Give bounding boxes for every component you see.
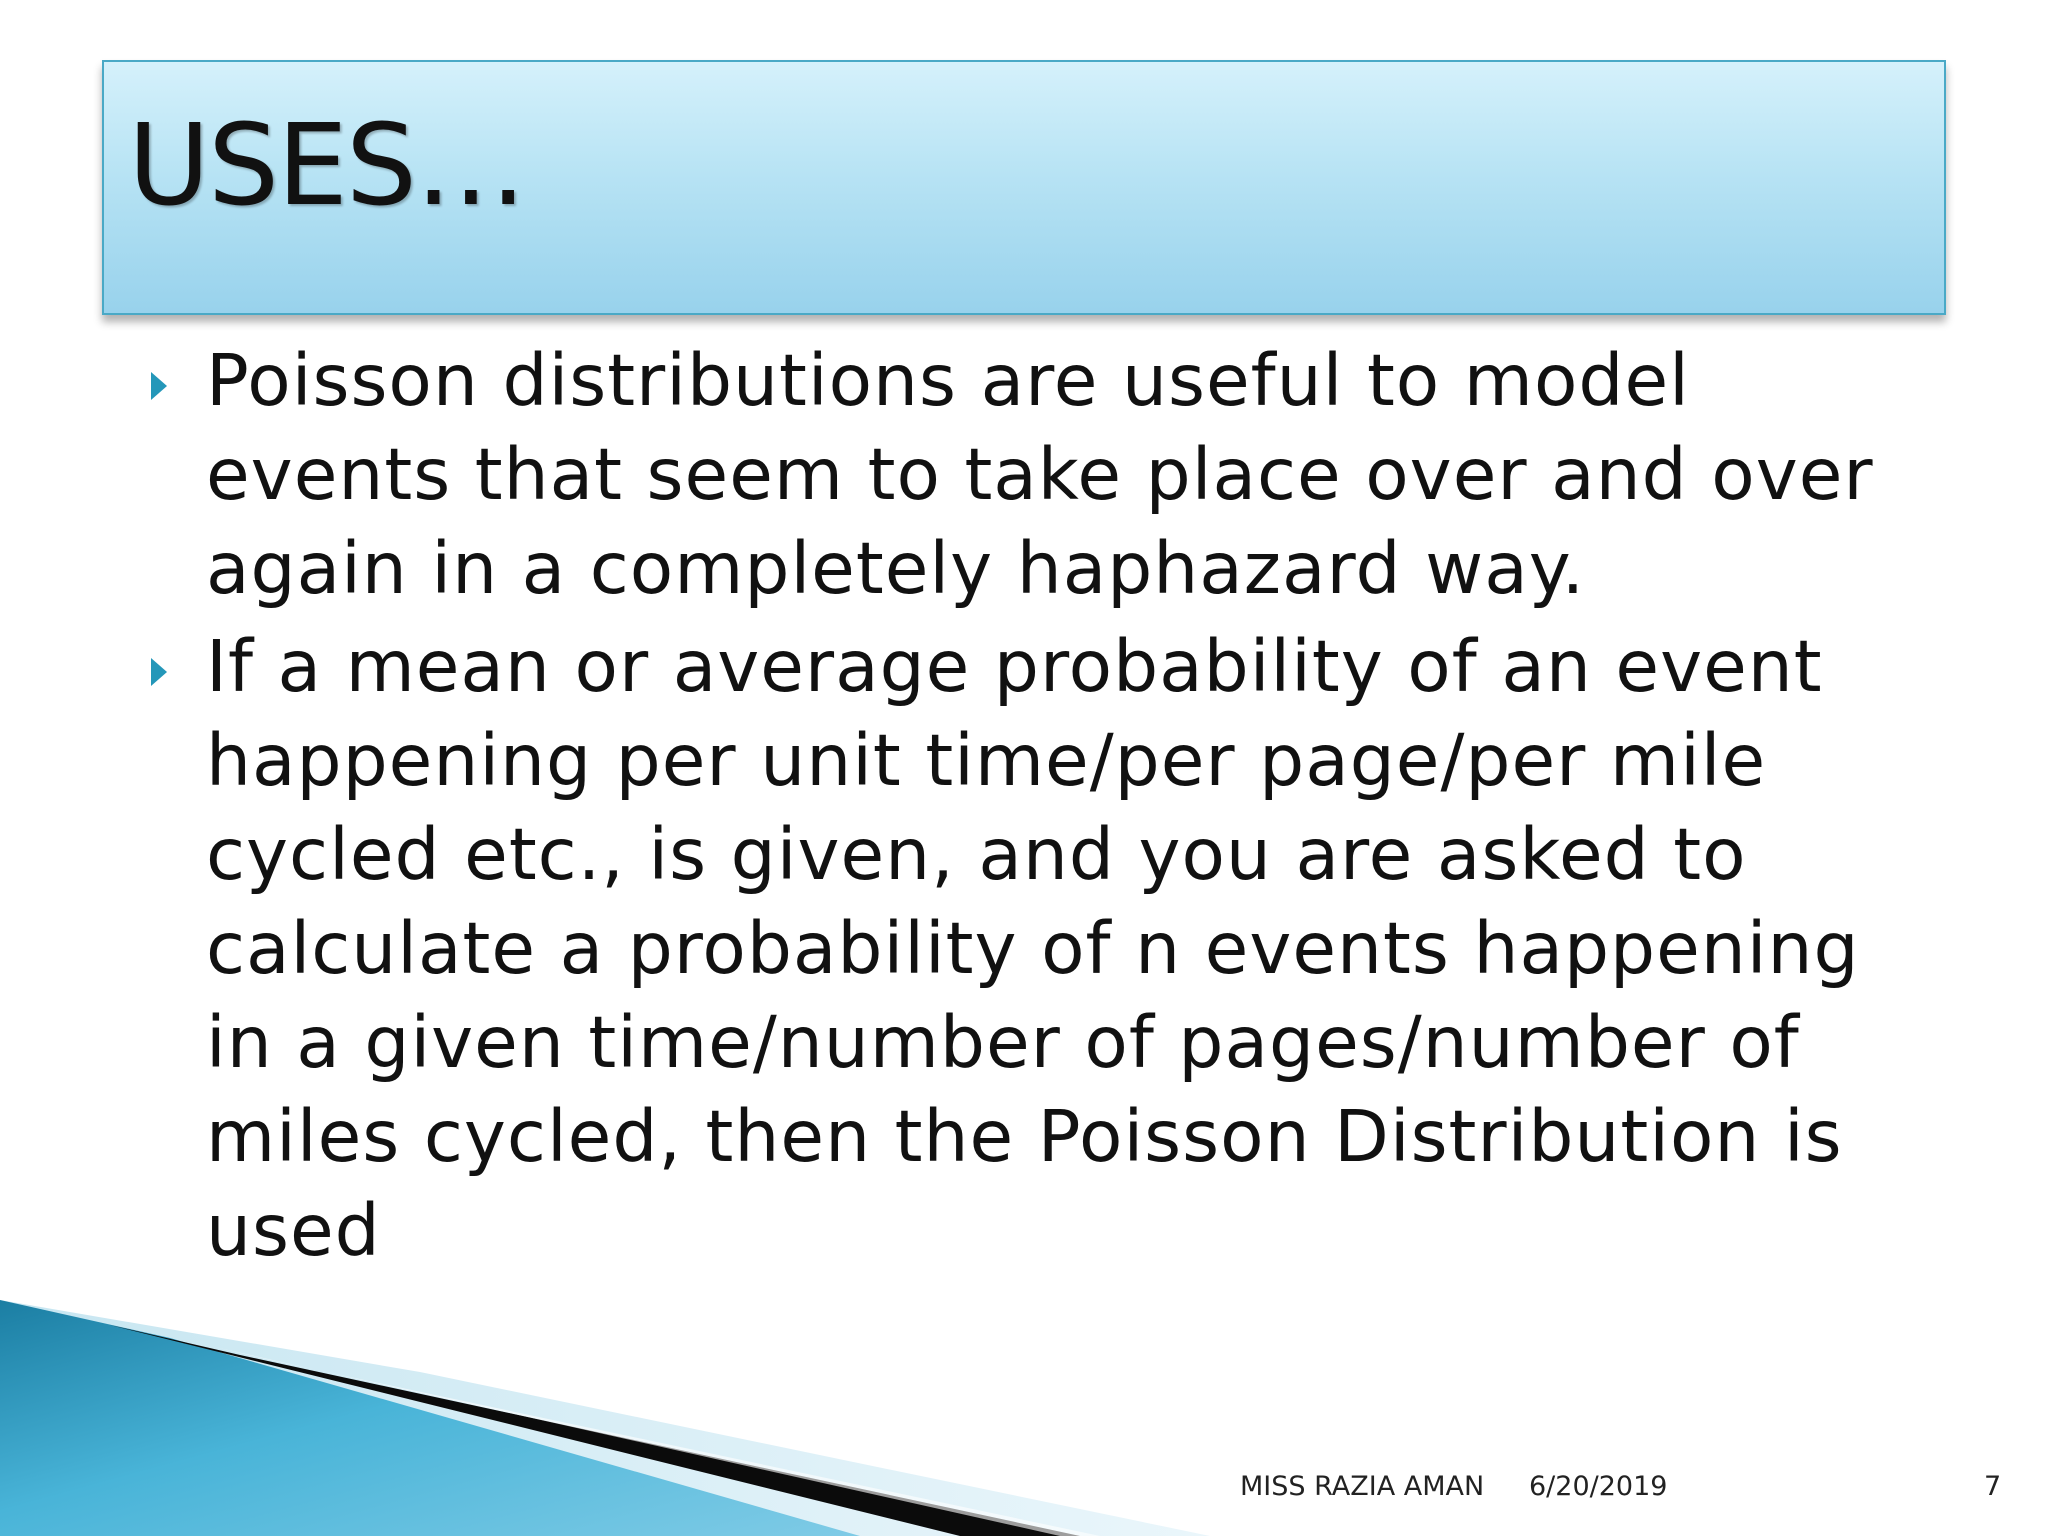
triangle-bullet-icon [151,658,167,686]
footer-white-stripe [210,1346,1100,1536]
footer-blue-band [0,1300,860,1536]
bullet-item-1 [206,334,1906,616]
slide-title: USES… [128,101,525,231]
footer-black-band [110,1325,1080,1536]
bullet-list [206,334,1906,1282]
bullet-item-2 [206,620,1906,1278]
triangle-bullet-icon [151,372,167,400]
footer-page-number: 7 [1984,1471,2002,1502]
footer-pale-band [0,1300,1210,1536]
title-banner [102,60,1946,315]
bullet-text-1: Poisson distributions are useful to model events that seem to take place over and over again in a completely haphazard way. [206,339,1874,610]
footer-author: MISS RAZIA AMAN [1240,1471,1485,1502]
bullet-text-2: If a mean or average probability of an event happening per unit time/per page/per mile cycled etc., is given, and you are asked to calculate a probability of n events happening in a given time/number of pages/number of miles cycled, then the Poisson Distribution is used [206,625,1860,1272]
footer-date: 6/20/2019 [1529,1471,1668,1502]
